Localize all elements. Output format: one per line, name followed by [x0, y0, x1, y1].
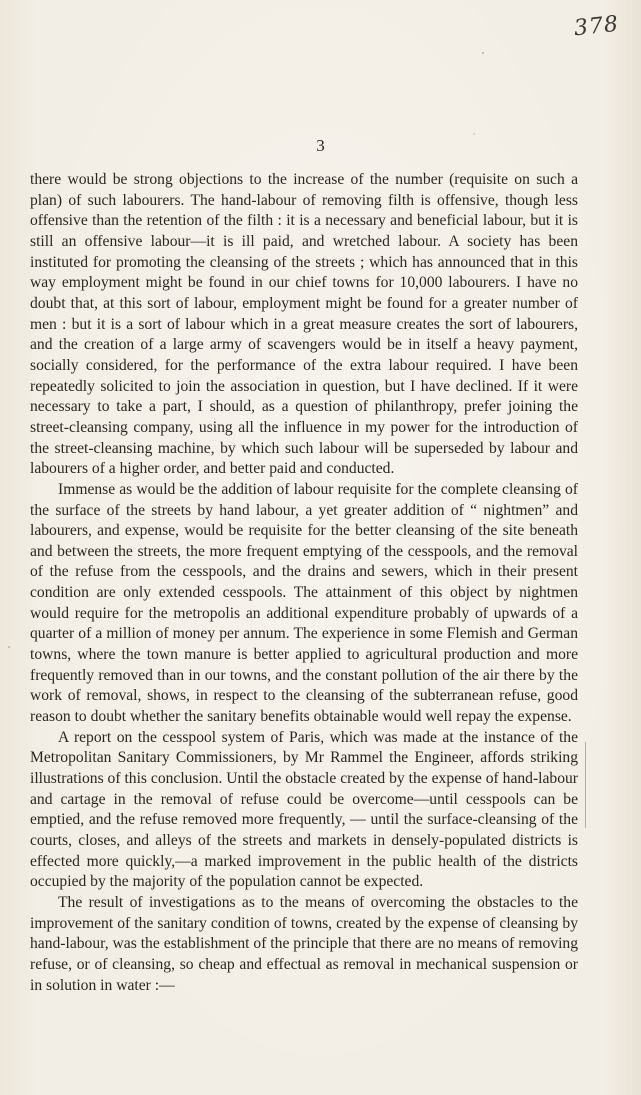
paragraph-result: The result of investigations as to the means of overcoming the obstacles to the improvement of the sanitary condition of towns, created by the expense of cleansing by hand-labour, was the establishment of the principle that there are no means of removing refuse, or of cleansing, so cheap and effectual as removal in mechanical suspension or in solution in water :—: [30, 893, 578, 994]
marginal-pencil-line: [585, 742, 586, 828]
handwritten-folio-number: 378: [572, 11, 621, 42]
paper-speck: [482, 52, 484, 54]
paper-speck: [8, 646, 10, 648]
paragraph-paris-report: A report on the cesspool system of Paris, which was made at the instance of the Metropolitan Sanitary Commissioners, by Mr Rammel the Engineer, affords striking illustrations of this conclusion. Until the obstacle created by the expense of hand-labour and cartage in the removal of refuse could be overcome—until cesspools can be emptied, and the refuse removed more frequently, — until the surface-cleansing of the courts, closes, and alleys of the streets and markets in densely-populated districts is effected more quickly,—a marked improvement in the public health of the districts occupied by the majority of the population cannot be expected.: [30, 728, 578, 891]
page-number: 3: [316, 136, 325, 155]
paragraph-continued: there would be strong objections to the increase of the number (requisite on such a plan) of such labourers. The hand-labour of removing filth is offensive, though less offensive than the retention of the filth : it is a necessary and beneficial labour, but it is still an offensive labour—it is ill paid, and wretched labour. A society has been instituted for promoting the cleansing of the streets ; which has announced that in this way employment might be found in our chief towns for 10,000 labourers. I have no doubt that, at this sort of labour, employment might be found for a greater number of men : but it is a sort of labour which in a great measure creates the sort of labourers, and the creation of a large army of scavengers would be in itself a heavy payment, socially considered, for the performance of the extra labour required. I have been repeatedly solicited to join the association in question, but I have declined. If it were necessary to take a part, I should, as a question of philanthropy, prefer joining the street-cleansing company, using all the influence in my power for the introduction of the street-cleansing machine, by which such labour will be superseded by labour and labourers of a higher order, and better paid and conducted.: [30, 171, 578, 478]
paper-speck: [473, 133, 475, 135]
paragraph-nightmen: Immense as would be the addition of labour requisite for the complete cleansing of the surface of the streets by hand labour, a yet greater addition of “ nightmen” and labourers, and expense, would be requisite for the better cleansing of the site beneath and between the streets, the more frequent emptying of the cesspools, and the removal of the refuse from the cesspools, and the drains and sewers, which in their present condition are only extended cesspools. The attainment of this object by nightmen would require for the metropolis an additional expenditure probably of upwards of a quarter of a million of money per annum. The experience in some Flemish and German towns, where the town manure is better applied to agricultural production and more frequently removed than in our towns, and the constant pollution of the air there by the work of removal, shows, in respect to the cleansing of the subterranean refuse, good reason to doubt whether the sanitary benefits obtainable would well repay the expense.: [30, 480, 578, 726]
body-text: [30, 170, 578, 996]
